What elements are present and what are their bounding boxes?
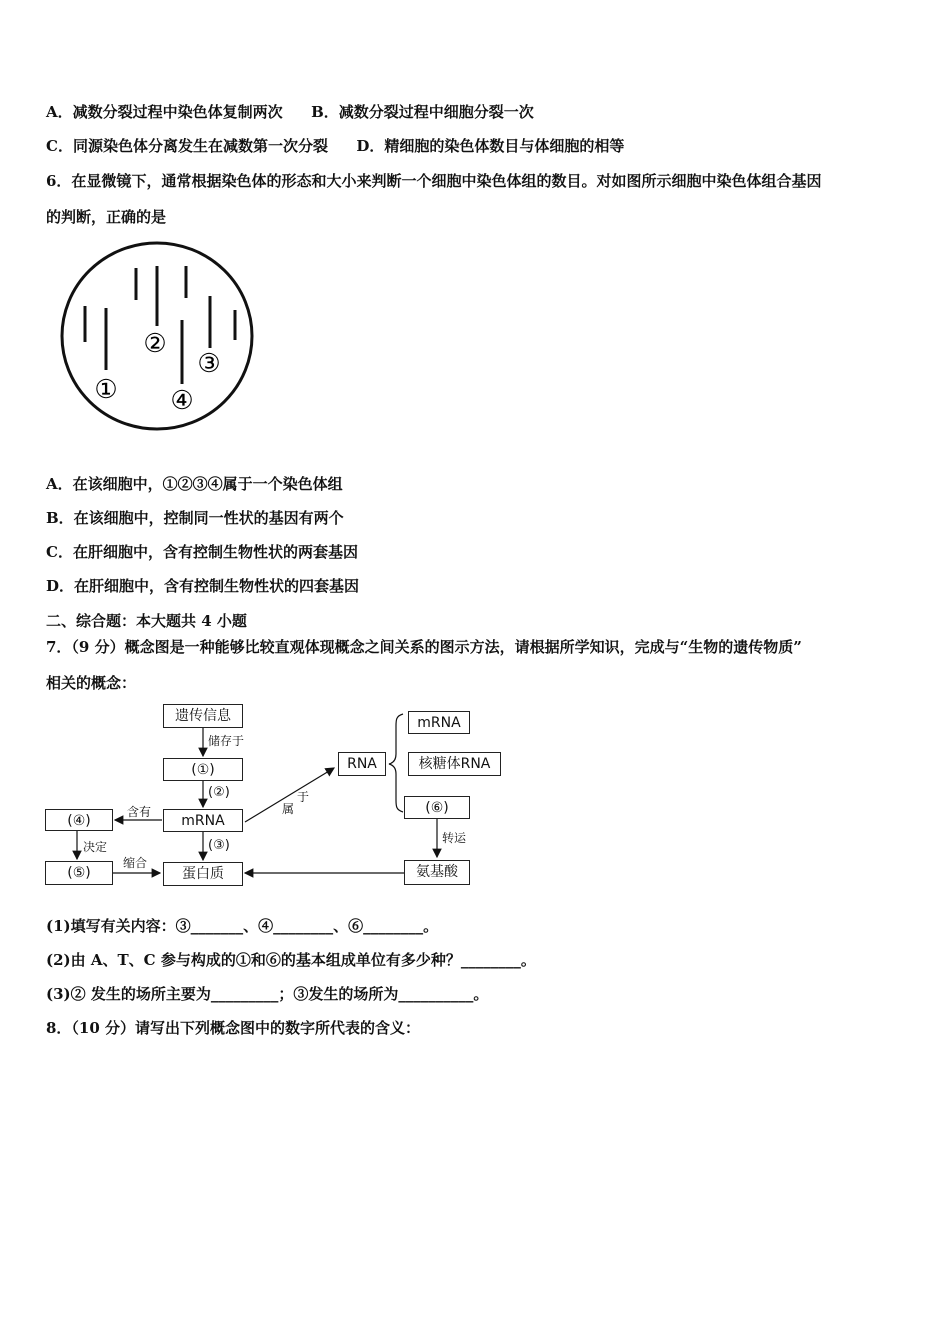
box-protein: 蛋白质: [163, 862, 243, 886]
box-1: (①): [163, 758, 243, 781]
chromosome-label-1: ①: [94, 375, 118, 405]
box-rna: RNA: [338, 752, 386, 776]
box-4: (④): [45, 809, 113, 831]
box-6: (⑥): [404, 796, 470, 819]
q5-option-a: A．减数分裂过程中染色体复制两次: [46, 103, 283, 121]
q6-option-c: C．在肝细胞中，含有控制生物性状的两套基因: [46, 543, 358, 561]
q6-option-a: A．在该细胞中，①②③④属于一个染色体组: [46, 475, 343, 493]
q6-stem-line1: 6．在显微镜下，通常根据染色体的形态和大小来判断一个细胞中染色体组的数目。对如图所示细胞中染色体组合基因: [46, 172, 822, 190]
q8-stem: 8．（10 分）请写出下列概念图中的数字所代表的含义：: [46, 1019, 421, 1037]
q7-stem-line2: 相关的概念：: [46, 674, 137, 692]
q7-sub1: (1)填写有关内容：③_______、④________、⑥________。: [46, 917, 439, 935]
q5-option-c: C．同源染色体分离发生在减数第一次分裂: [46, 137, 328, 155]
label-store: 储存于: [208, 734, 245, 748]
label-3: (③): [208, 838, 230, 853]
q6-stem-line2: 的判断，正确的是: [46, 208, 167, 226]
q7-stem-line1: 7．（9 分）概念图是一种能够比较直观体现概念之间关系的图示方法，请根据所学知识，完成与“生物的遗传物质”: [46, 638, 802, 656]
box-5: (⑤): [45, 861, 113, 885]
label-transport: 转运: [442, 831, 467, 845]
q5-option-b: B．减数分裂过程中细胞分裂一次: [311, 103, 534, 121]
box-genetic-info: 遗传信息: [163, 704, 243, 728]
label-decide: 决定: [83, 840, 108, 854]
box-mrna-right: mRNA: [408, 711, 470, 734]
label-contain: 含有: [127, 805, 152, 819]
box-ribosomal-rna: 核糖体RNA: [408, 752, 501, 776]
box-amino-acid: 氨基酸: [404, 860, 470, 885]
label-2: (②): [208, 785, 230, 800]
q6-option-b: B．在该细胞中，控制同一性状的基因有两个: [46, 509, 344, 527]
q5-option-d: D．精细胞的染色体数目与体细胞的相等: [356, 137, 625, 155]
rna-brace: [389, 714, 403, 812]
chromosome-label-4: ④: [170, 386, 194, 416]
section2-heading: 二、综合题：本大题共 4 小题: [46, 612, 247, 630]
label-belong-1: 属: [282, 802, 295, 816]
q7-sub2: (2)由 A、T、C 参与构成的①和⑥的基本组成单位有多少种？________。: [46, 951, 536, 969]
label-condense: 缩合: [123, 856, 148, 870]
q6-option-d: D．在肝细胞中，含有控制生物性状的四套基因: [46, 577, 360, 595]
q7-sub3: (3)② 发生的场所主要为_________；③发生的场所为__________。: [46, 985, 489, 1003]
label-belong-2: 于: [297, 790, 310, 804]
box-mrna-main: mRNA: [163, 809, 243, 832]
chromosome-label-3: ③: [197, 349, 221, 379]
chromosome-label-2: ②: [143, 329, 167, 359]
